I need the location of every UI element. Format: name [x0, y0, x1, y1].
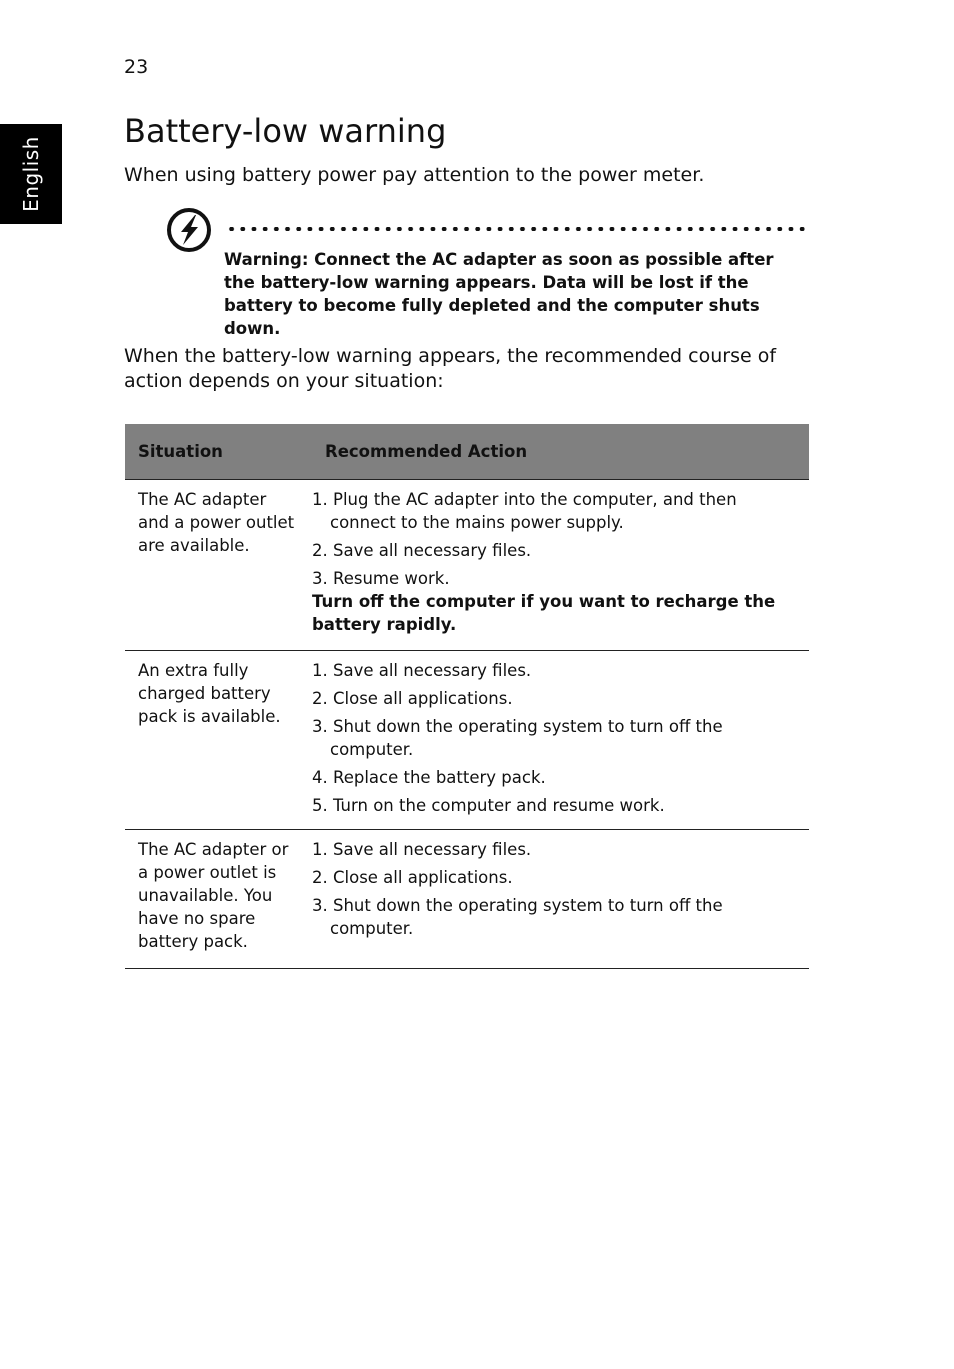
situation-table: [125, 424, 809, 969]
language-tab-label: English: [19, 136, 43, 212]
action-step: 1. Plug the AC adapter into the computer, and then connect to the mains power supply.: [312, 490, 737, 532]
page-title: Battery-low warning: [124, 112, 447, 150]
action-step: 5. Turn on the computer and resume work.: [312, 796, 665, 815]
situation-cell: An extra fully charged battery pack is available.: [138, 661, 281, 726]
warning-lightning-icon: [166, 207, 212, 253]
situation-cell: The AC adapter or a power outlet is unavailable. You have no spare battery pack.: [138, 840, 289, 951]
action-step: 1. Save all necessary files.: [312, 661, 532, 680]
action-note: Turn off the computer if you want to recharge the battery rapidly.: [312, 592, 776, 634]
header-situation: Situation: [138, 442, 223, 461]
language-tab: [0, 124, 62, 224]
table-header: [125, 424, 809, 480]
table-row: [125, 830, 809, 969]
action-step: 1. Save all necessary files.: [312, 840, 532, 859]
lead-paragraph: When the battery-low warning appears, the recommended course of action depends on your situation:: [124, 345, 777, 392]
action-cell: [312, 830, 796, 968]
action-step: 4. Replace the battery pack.: [312, 768, 546, 787]
warning-text: Warning: Connect the AC adapter as soon as possible after the battery-low warning appears. Data will be lost if the battery to become fully depleted and the computer shuts down.: [224, 250, 774, 338]
action-step: 3. Shut down the operating system to turn off the computer.: [312, 896, 723, 938]
table-row: [125, 480, 809, 651]
action-step: 2. Close all applications.: [312, 868, 513, 887]
action-step: 3. Shut down the operating system to turn off the computer.: [312, 717, 723, 759]
intro-text: When using battery power pay attention to the power meter.: [124, 164, 705, 186]
action-step: 3. Resume work.: [312, 569, 450, 588]
action-step: 2. Close all applications.: [312, 689, 513, 708]
action-step: 2. Save all necessary files.: [312, 541, 532, 560]
table-row: [125, 651, 809, 830]
situation-cell: The AC adapter and a power outlet are available.: [138, 490, 295, 555]
header-recommended-action: Recommended Action: [325, 442, 528, 461]
warning-divider: [226, 227, 809, 231]
action-cell: [312, 480, 796, 650]
page-number: 23: [124, 56, 149, 78]
action-cell: [312, 651, 796, 829]
